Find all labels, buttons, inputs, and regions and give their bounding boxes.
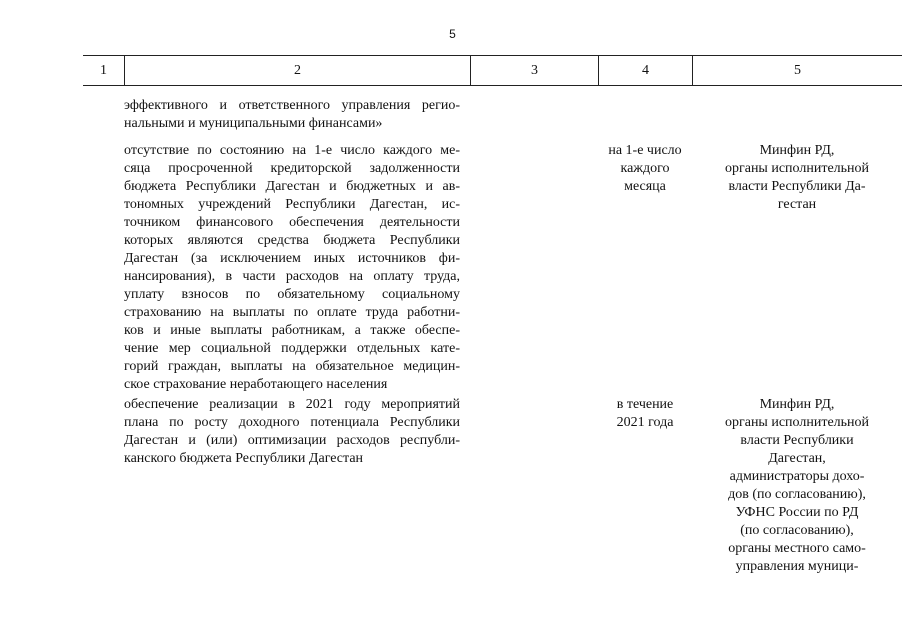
- header-col-5: 5: [692, 56, 902, 85]
- row-2-desc-line-2: плана по росту доходного потенциала Республики: [124, 415, 460, 430]
- row-2-resp-line-2: органы исполнительной: [724, 415, 870, 430]
- row-1-desc-line-6: которых являются средства бюджета Республики: [124, 233, 460, 248]
- row-2-responsible: [692, 396, 902, 576]
- row-1-desc-line-10: страхованию на выплаты по оплате труда работни-: [124, 305, 460, 320]
- row-2-resp-line-9: органы местного само-: [728, 541, 866, 556]
- row-1-desc-line-2: сяца просроченной кредиторской задолженности: [124, 161, 460, 176]
- row-1-desc-line-8: нансирования), в части расходов на оплату труда,: [124, 269, 460, 284]
- row-1-responsible: [692, 142, 902, 214]
- row-2-resp-line-1: Минфин РД,: [759, 397, 835, 412]
- row-1-resp-line-4: гестан: [777, 197, 817, 212]
- row-1-deadline: [598, 142, 692, 196]
- row-1-deadline-line-1: на 1-е число: [608, 143, 682, 158]
- row-0-desc-line-2: нальными и муниципальными финансами»: [124, 116, 383, 131]
- row-2-desc-line-1: обеспечение реализации в 2021 году мероприятий: [124, 397, 460, 412]
- row-1-desc-line-11: ков и иные выплаты работникам, а также обеспе-: [124, 323, 460, 338]
- row-1-resp-line-2: органы исполнительной: [724, 161, 870, 176]
- row-1-desc-line-5: точником финансового обеспечения деятельности: [124, 215, 460, 230]
- row-1-desc-line-9: уплату взносов по обязательному социальному: [124, 287, 460, 302]
- row-2-resp-line-10: управления муници-: [735, 559, 859, 574]
- row-2-resp-line-8: (по согласованию),: [740, 523, 854, 538]
- row-1-resp-line-3: власти Республики Да-: [728, 179, 866, 194]
- row-1-description: [124, 142, 460, 394]
- table-header-row: [83, 55, 902, 86]
- header-col-3: 3: [470, 56, 598, 85]
- row-1-desc-line-7: Дагестан (за исключением иных источников фи-: [124, 251, 460, 266]
- row-1-deadline-line-2: каждого: [620, 161, 670, 176]
- row-1-desc-line-12: чение мер социальной поддержки отдельных кате-: [124, 341, 460, 356]
- row-2-deadline-line-2: 2021 года: [616, 415, 674, 430]
- row-2-resp-line-6: дов (по согласованию),: [728, 487, 866, 502]
- row-2-resp-line-7: УФНС России по РД: [735, 505, 859, 520]
- row-1-resp-line-1: Минфин РД,: [759, 143, 835, 158]
- row-1-desc-line-1: отсутствие по состоянию на 1-е число каждого ме-: [124, 143, 460, 158]
- header-col-4: 4: [598, 56, 692, 85]
- row-2-description: [124, 396, 460, 468]
- header-col-1: 1: [100, 63, 107, 78]
- row-1-desc-line-4: тономных учреждений Республики Дагестан, ис-: [124, 197, 460, 212]
- header-col-2: 2: [124, 56, 470, 85]
- row-2-resp-line-3: власти Республики: [740, 433, 854, 448]
- row-0-description: [124, 97, 460, 133]
- row-2-resp-line-5: администраторы дохо-: [729, 469, 865, 484]
- row-1-desc-line-14: ское страхование неработающего населения: [124, 377, 388, 392]
- row-2-deadline: [598, 396, 692, 432]
- row-1-deadline-line-3: месяца: [624, 179, 666, 194]
- row-0-desc-line-1: эффективного и ответственного управления регио-: [124, 98, 460, 113]
- row-1-desc-line-13: горий граждан, выплаты на обязательное медицин-: [124, 359, 460, 374]
- row-2-resp-line-4: Дагестан,: [768, 451, 826, 466]
- row-2-deadline-line-1: в течение: [616, 397, 674, 412]
- row-2-desc-line-4: канского бюджета Республики Дагестан: [124, 451, 364, 466]
- row-2-desc-line-3: Дагестан и (или) оптимизации расходов республи-: [124, 433, 460, 448]
- page-number: 5: [449, 27, 456, 41]
- row-1-desc-line-3: бюджета Республики Дагестан и бюджетных и ав-: [124, 179, 460, 194]
